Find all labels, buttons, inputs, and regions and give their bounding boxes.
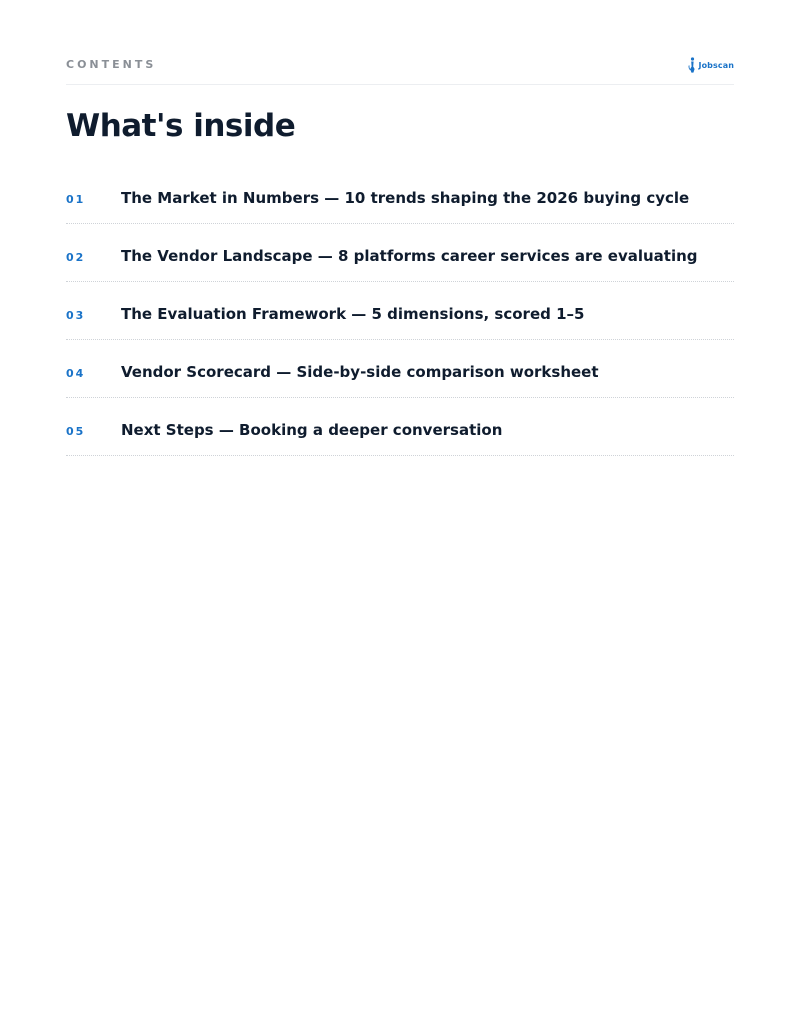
toc-item-04[interactable] xyxy=(66,341,734,398)
brand-name: Jobscan xyxy=(698,60,734,70)
toc-number: 04 xyxy=(66,367,86,380)
page-header xyxy=(66,0,734,85)
toc-label: Vendor Scorecard — Side-by-side comparison worksheet xyxy=(121,363,599,381)
page-title: What's inside xyxy=(66,108,296,144)
toc-item-05[interactable] xyxy=(66,399,734,456)
toc-item-02[interactable] xyxy=(66,225,734,282)
toc-item-03[interactable] xyxy=(66,283,734,340)
toc-item-01[interactable] xyxy=(66,167,734,224)
brand-logo xyxy=(688,57,735,73)
toc-number: 02 xyxy=(66,251,86,264)
toc-number: 05 xyxy=(66,425,86,438)
jobscan-logo-icon xyxy=(688,57,696,73)
toc-number: 01 xyxy=(66,193,86,206)
section-label: CONTENTS xyxy=(66,58,157,71)
table-of-contents xyxy=(66,167,734,457)
toc-label: The Evaluation Framework — 5 dimensions, scored 1–5 xyxy=(121,305,585,323)
contents-page xyxy=(66,0,734,439)
toc-label: The Vendor Landscape — 8 platforms career services are evaluating xyxy=(121,247,698,265)
toc-number: 03 xyxy=(66,309,86,322)
toc-label: Next Steps — Booking a deeper conversation xyxy=(121,421,503,439)
toc-label: The Market in Numbers — 10 trends shaping the 2026 buying cycle xyxy=(121,189,690,207)
